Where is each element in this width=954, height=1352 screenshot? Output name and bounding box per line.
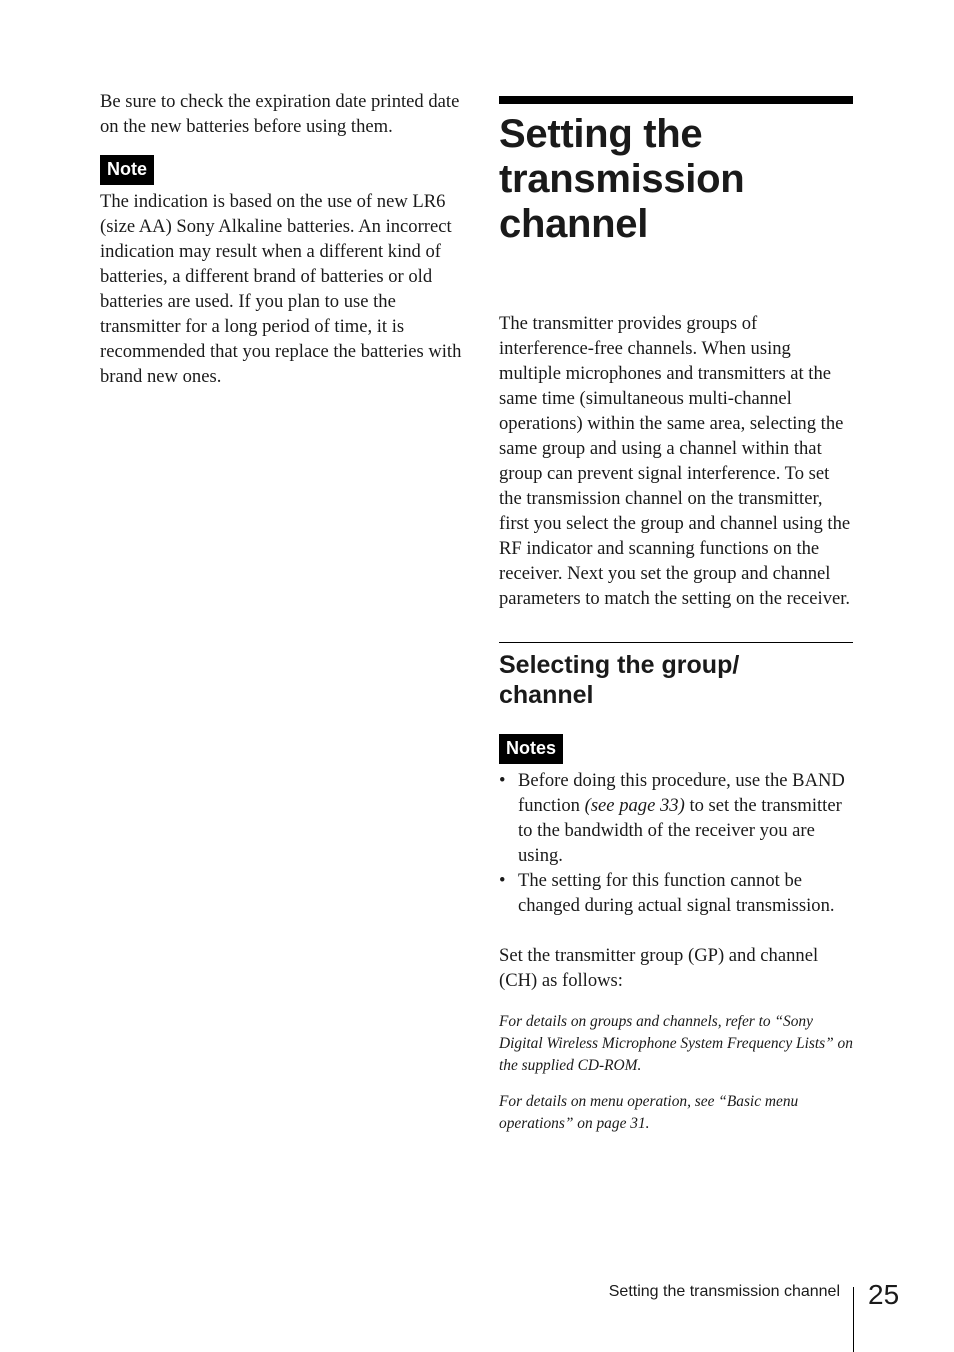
footer-section-title: Setting the transmission channel <box>608 1283 840 1300</box>
bullet: • <box>499 770 506 791</box>
intro-paragraph: The transmitter provides groups of interference-free channels. When using multiple microphones and transmitters at the same time (simultaneous multi-channel operations) within the same area, selecting the same group and using a channel within that group can prevent signal interference. To set the transmission channel on the transmitter, first you select the group and channel using the RF indicator and scanning functions on the receiver. Next you set the group and channel parameters to match the setting on the receiver. <box>499 313 851 609</box>
reference-note-frequency: For details on groups and channels, refer to “Sony Digital Wireless Microphone System Frequency Lists” on the supplied CD-ROM. <box>499 1013 853 1074</box>
section-title-line: Selecting the group/ <box>499 651 740 679</box>
page-number: 25 <box>868 1279 900 1310</box>
page-reference: (see page 33) <box>584 795 685 816</box>
list-item <box>499 868 853 918</box>
section-rule <box>499 642 853 643</box>
right-column <box>499 96 853 1135</box>
page-title-line: Setting the <box>499 112 703 156</box>
section-title <box>499 650 853 710</box>
note-text-part: Before doing this procedure, use the BAND function <box>518 770 845 816</box>
title-rule <box>499 96 853 104</box>
bullet: • <box>499 870 506 891</box>
page-title <box>499 112 853 247</box>
left-column <box>100 89 462 389</box>
note-label: Note <box>100 155 154 185</box>
page-title-line: transmission <box>499 157 745 201</box>
note-text-part: to set the transmitter to the bandwidth of the receiver you are using. <box>518 795 842 866</box>
reference-note-menu: For details on menu operation, see “Basic menu operations” on page 31. <box>499 1093 799 1132</box>
notes-label: Notes <box>499 734 563 764</box>
footer-rule <box>853 1287 854 1352</box>
section-title-line: channel <box>499 681 594 709</box>
notes-list <box>499 768 853 918</box>
set-instruction-text: Set the transmitter group (GP) and channel (CH) as follows: <box>499 945 819 991</box>
page-title-line: channel <box>499 202 649 246</box>
battery-expiration-text: Be sure to check the expiration date printed date on the new batteries before using them. <box>100 91 460 137</box>
note-text-part: The setting for this function cannot be changed during actual signal transmission. <box>518 870 835 916</box>
list-item <box>499 768 853 868</box>
note-text: The indication is based on the use of new LR6 (size AA) Sony Alkaline batteries. An incorrect indication may result when a different kind of batteries, a different brand of batteries or old batteries are used. If you plan to use the transmitter for a long period of time, it is recommended that you replace the batteries with brand new ones. <box>100 191 462 387</box>
